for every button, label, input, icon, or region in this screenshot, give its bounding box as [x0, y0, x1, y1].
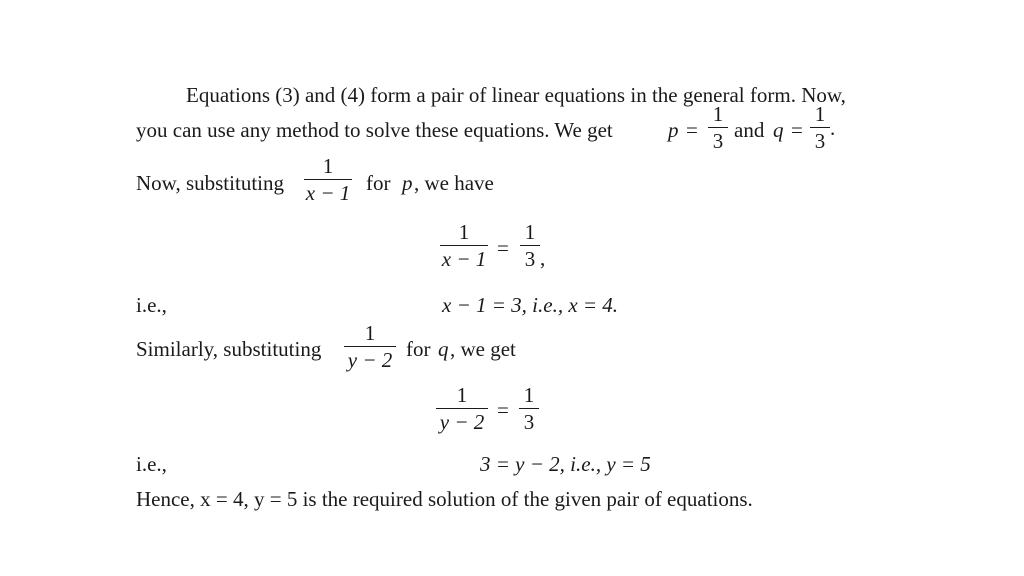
variable-p: p — [402, 171, 413, 195]
variable-q: q — [438, 337, 449, 361]
fraction-q-value — [810, 103, 830, 152]
fraction-numerator: 1 — [364, 321, 376, 345]
fraction-numerator: 1 — [712, 102, 724, 126]
fraction-denominator: 3 — [712, 129, 724, 153]
equation-2-lhs — [436, 384, 488, 433]
fraction-numerator: 1 — [523, 383, 535, 407]
substitute-q-lead: Similarly, substituting — [136, 337, 322, 361]
fraction-p-value — [708, 103, 728, 152]
fraction-numerator: 1 — [322, 154, 334, 178]
fraction-sub-q — [344, 322, 396, 371]
equation-2-rhs — [519, 384, 539, 433]
equation-1-punct: , — [540, 246, 546, 270]
ie-label-2: i.e., — [136, 452, 167, 476]
equals-sign: = — [791, 118, 803, 142]
fraction-denominator: 3 — [524, 247, 536, 271]
fraction-numerator: 1 — [814, 102, 826, 126]
result-y: 3 = y − 2, i.e., y = 5 — [480, 452, 651, 476]
for-text: for — [366, 171, 391, 195]
fraction-numerator: 1 — [456, 383, 468, 407]
fraction-sub-p — [304, 155, 352, 204]
substitute-p-lead: Now, substituting — [136, 171, 284, 195]
equals-sign: = — [686, 118, 698, 142]
fraction-denominator: y − 2 — [347, 348, 393, 372]
result-x: x − 1 = 3, i.e., x = 4. — [442, 293, 619, 317]
fraction-denominator: x − 1 — [441, 247, 487, 271]
for-text: for — [406, 337, 431, 361]
paragraph-line-1: Equations (3) and (4) form a pair of linear equations in the general form. Now, — [186, 83, 846, 107]
paragraph-line-2: you can use any method to solve these equations. We get — [136, 118, 613, 142]
fraction-denominator: y − 2 — [439, 410, 485, 434]
substitute-p-tail: , we have — [414, 171, 494, 195]
equation-1-lhs — [440, 221, 488, 270]
end-punctuation: . — [830, 116, 836, 140]
and-text: and — [734, 118, 765, 142]
ie-label-1: i.e., — [136, 293, 167, 317]
fraction-denominator: 3 — [523, 410, 535, 434]
equation-1-rhs — [520, 221, 540, 270]
fraction-numerator: 1 — [458, 220, 470, 244]
substitute-q-tail: , we get — [450, 337, 516, 361]
fraction-denominator: x − 1 — [305, 181, 351, 205]
variable-q: q — [773, 118, 784, 142]
conclusion: Hence, x = 4, y = 5 is the required solution of the given pair of equations. — [136, 487, 753, 511]
equals-sign: = — [497, 236, 509, 260]
variable-p: p — [668, 118, 679, 142]
fraction-numerator: 1 — [524, 220, 536, 244]
equals-sign: = — [497, 398, 509, 422]
fraction-denominator: 3 — [814, 129, 826, 153]
